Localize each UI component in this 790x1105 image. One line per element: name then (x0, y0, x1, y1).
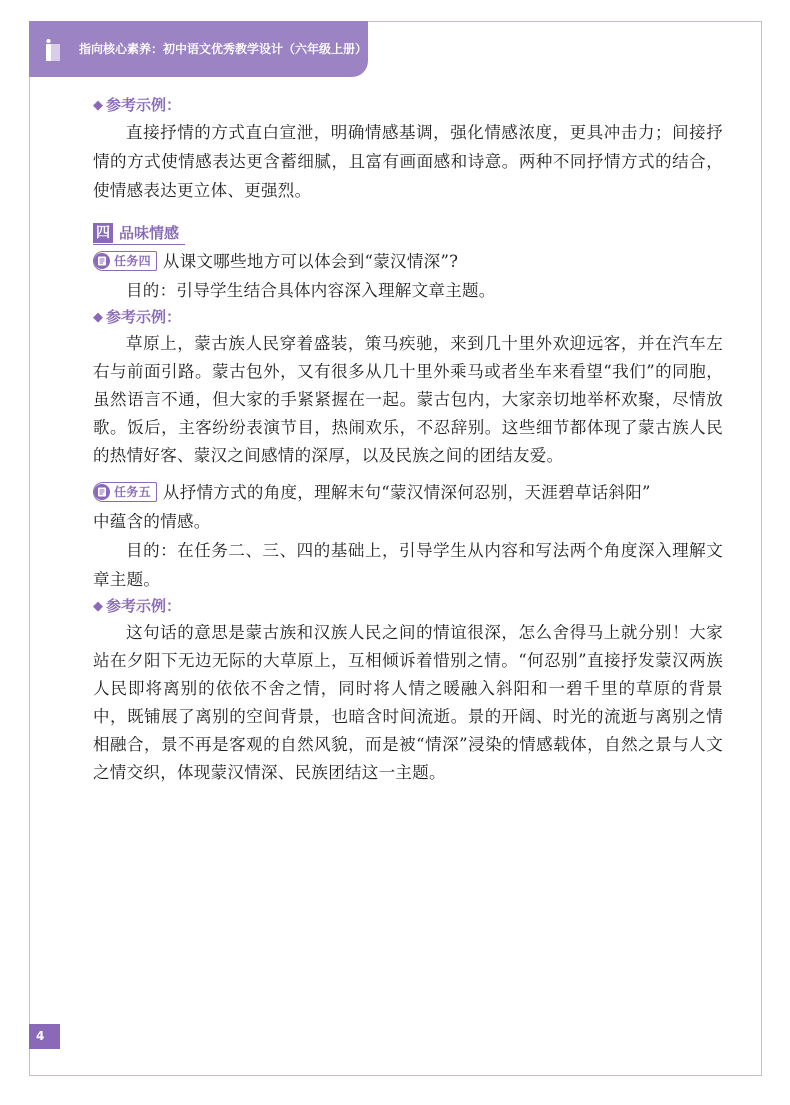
task-badge: 任务四 (93, 251, 157, 271)
task-five-question-cont: 中蕴含的情感。 (93, 512, 211, 531)
running-header (29, 21, 368, 77)
book-icon (42, 38, 64, 62)
sample-label: ◆ 参考示例： (93, 594, 723, 619)
section-number: 四 (93, 223, 113, 243)
page-content (93, 93, 723, 787)
task-five-answer: 这句话的意思是蒙古族和汉族人民之间的情谊很深，怎么舍得马上就分别！大家站在夕阳下无边无际的大草原上，互相倾诉着惜别之情。“何忍别”直接抒发蒙汉两族人民即将离别的依依不舍之情，同时将人情之暖融入斜阳和一碧千里的草原的背景中，既铺展了离别的空间背景，也暗含时间流逝。景的开阔、时光的流逝与离别之情相融合，景不再是客观的自然风貌，而是被“情深”浸染的情感载体，自然之景与人文之情交织，体现蒙汉情深、民族团结这一主题。 (93, 623, 723, 782)
page-number: 4 (29, 1024, 60, 1049)
header-title: 指向核心素养：初中语文优秀教学设计（六年级上册） (79, 42, 368, 56)
diamond-icon: ◆ (93, 310, 103, 325)
section-title: 品味情感 (119, 224, 180, 242)
task-four-purpose: 目的：引导学生结合具体内容深入理解文章主题。 (126, 281, 496, 300)
task-icon (93, 252, 111, 270)
sample-label: ◆ 参考示例： (93, 93, 723, 118)
task-badge: 任务五 (93, 482, 157, 502)
task-four-question: 任务四 从课文哪些地方可以体会到“蒙汉情深”? (93, 247, 723, 276)
task-icon (93, 483, 111, 501)
diamond-icon: ◆ (93, 599, 103, 614)
task-five-purpose: 目的：在任务二、三、四的基础上，引导学生从内容和写法两个角度深入理解文章主题。 (93, 541, 723, 589)
diamond-icon: ◆ (93, 98, 103, 113)
task-four-answer: 草原上，蒙古族人民穿着盛装，策马疾驰，来到几十里外欢迎远客，并在汽车左右与前面引路。蒙古包外，又有很多从几十里外乘马或者坐车来看望“我们”的同胞，虽然语言不通，但大家的手紧紧握在一起。蒙古包内，大家亲切地举杯欢聚，尽情放歌。饭后，主客纷纷表演节目，热闹欢乐，不忍辞别。这些细节都体现了蒙古族人民的热情好客、蒙汉之间感情的深厚，以及民族之间的团结友爱。 (93, 334, 723, 465)
sample-paragraph: 直接抒情的方式直白宣泄，明确情感基调，强化情感浓度，更具冲击力；间接抒情的方式使情感表达更含蓄细腻，且富有画面感和诗意。两种不同抒情方式的结合，使情感表达更立体、更强烈。 (93, 123, 723, 200)
task-five-question: 任务五 从抒情方式的角度，理解末句“蒙汉情深何忍别，天涯碧草话斜阳” (93, 478, 723, 507)
sample-label: ◆ 参考示例： (93, 305, 723, 330)
section-heading (93, 219, 723, 247)
